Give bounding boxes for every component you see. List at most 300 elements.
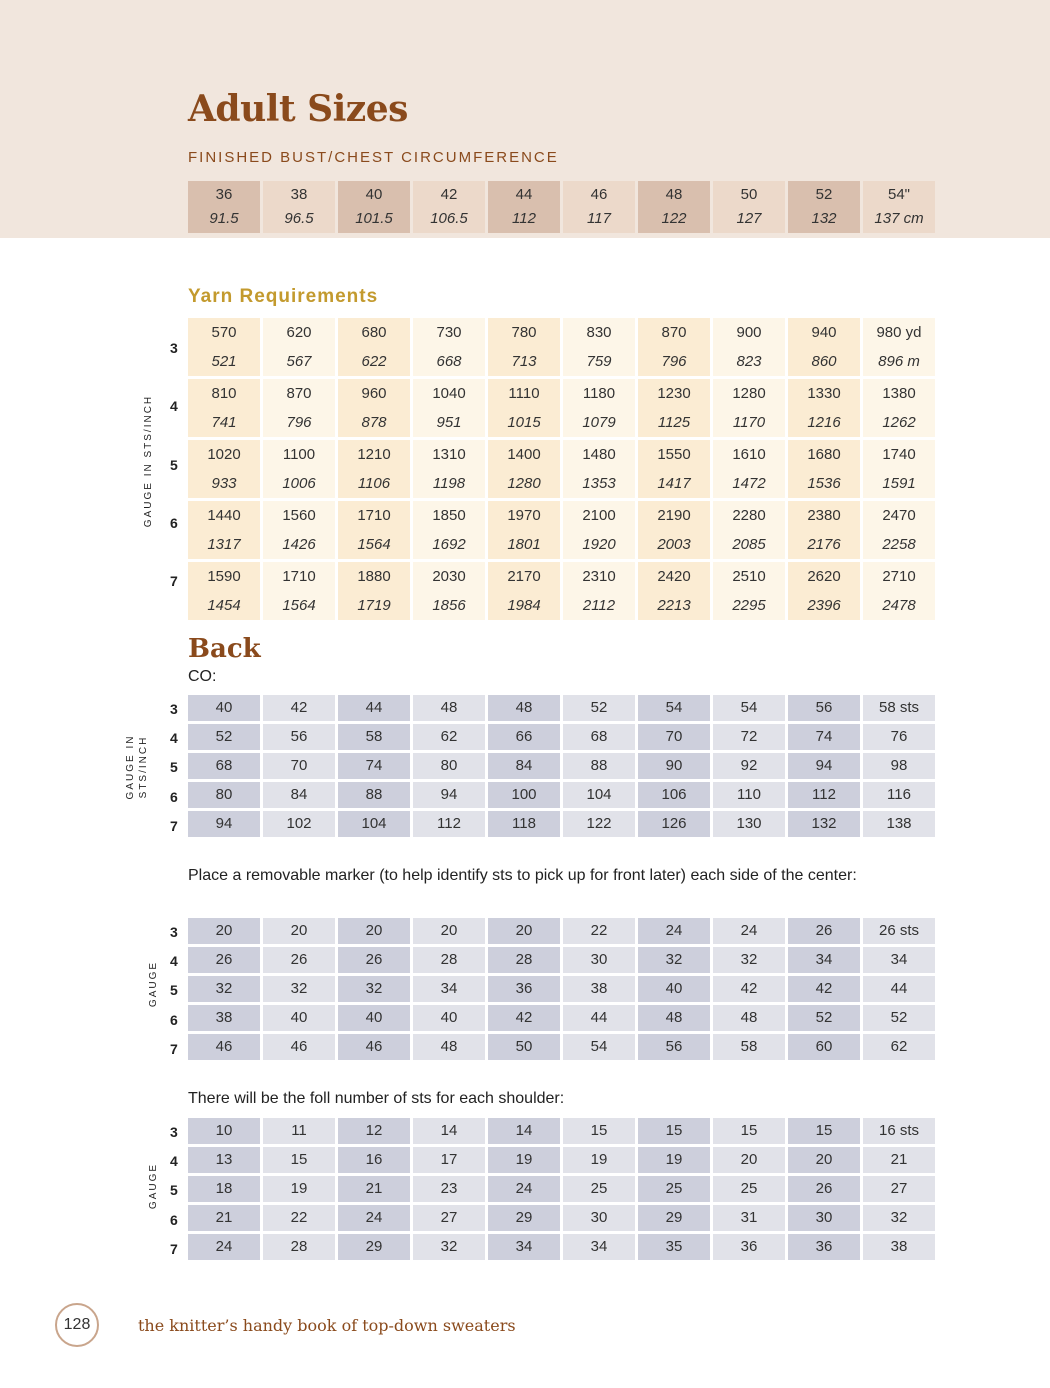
yarn-meters: 933 [211,475,237,492]
marker-cell: 26 [188,947,260,973]
yarn-meters: 796 [286,414,312,431]
marker-row [188,947,935,973]
shoulder-cell: 29 [638,1205,710,1231]
shoulder-cell: 27 [863,1176,935,1202]
yarn-yards: 2510 [732,568,766,585]
marker-cell: 38 [563,976,635,1002]
shoulder-cell: 21 [338,1176,410,1202]
marker-cell: 24 [638,918,710,944]
yarn-yards: 870 [286,385,312,402]
marker-row [188,1034,935,1060]
gauge-row-label: 7 [170,1240,178,1257]
size-cm: 137 cm [874,210,924,227]
size-cm: 122 [661,210,687,227]
co-cell: 52 [563,695,635,721]
yarn-cell [188,318,260,376]
co-cell: 92 [713,753,785,779]
marker-cell: 48 [638,1005,710,1031]
yarn-cell [788,379,860,437]
yarn-meters: 1262 [882,414,916,431]
yarn-cell [413,318,485,376]
marker-cell: 42 [488,1005,560,1031]
yarn-yards: 1380 [882,385,916,402]
co-row [188,753,935,779]
marker-cell: 20 [488,918,560,944]
co-cell: 54 [638,695,710,721]
yarn-yards: 1610 [732,446,766,463]
marker-cell: 54 [563,1034,635,1060]
size-inches: 42 [440,186,458,203]
yarn-meters: 741 [211,414,237,431]
co-axis-line1: GAUGE IN [125,734,136,800]
shoulder-cell: 15 [263,1147,335,1173]
gauge-row-label: 3 [170,701,178,717]
co-cell: 56 [263,724,335,750]
yarn-yards: 620 [286,324,312,341]
size-inches: 44 [515,186,533,203]
yarn-meters: 796 [661,353,687,370]
co-axis-label [124,722,150,812]
shoulder-cell: 24 [338,1205,410,1231]
shoulder-cell: 14 [413,1118,485,1144]
yarn-yards: 2710 [882,568,916,585]
yarn-yards: 1480 [582,446,616,463]
size-inches: 40 [365,186,383,203]
shoulder-cell: 31 [713,1205,785,1231]
shoulder-axis-label: GAUGE [148,1162,159,1210]
yarn-cell [638,501,710,559]
co-cell: 118 [488,811,560,837]
size-inches: 36 [215,186,233,203]
gauge-row-label: 5 [170,982,178,999]
co-cell: 74 [338,753,410,779]
gauge-row-label: 3 [170,340,178,356]
yarn-cell [638,379,710,437]
co-cell: 106 [638,782,710,808]
yarn-yards: 2470 [882,507,916,524]
shoulder-note: There will be the foll number of sts for each shoulder: [188,1090,565,1107]
yarn-yards: 1550 [657,446,691,463]
yarn-row [188,440,935,498]
yarn-meters: 1106 [357,475,391,492]
shoulder-cell: 15 [788,1118,860,1144]
size-inches: 38 [290,186,308,203]
shoulder-cell: 30 [563,1205,635,1231]
yarn-cell [488,440,560,498]
marker-cell: 28 [413,947,485,973]
marker-cell: 42 [788,976,860,1002]
gauge-row-label: 5 [170,1182,178,1199]
shoulder-cell: 25 [713,1176,785,1202]
size-cell [563,181,635,233]
co-cell: 70 [263,753,335,779]
yarn-yards: 730 [436,324,462,341]
gauge-row-label: 4 [170,398,178,415]
yarn-meters: 1856 [432,597,466,614]
yarn-meters: 1353 [582,475,616,492]
shoulder-cell: 29 [488,1205,560,1231]
yarn-cell [863,440,935,498]
co-cell: 94 [788,753,860,779]
shoulder-cell: 19 [263,1176,335,1202]
shoulder-cell: 13 [188,1147,260,1173]
yarn-requirements-title: Yarn Requirements [188,286,379,307]
back-title: Back [188,634,261,664]
yarn-meters: 2112 [582,597,616,614]
co-table [185,692,938,840]
marker-cell: 36 [488,976,560,1002]
co-cell: 68 [188,753,260,779]
yarn-yards: 810 [211,385,237,402]
yarn-meters: 823 [736,353,762,370]
marker-cell: 44 [863,976,935,1002]
yarn-yards: 680 [361,324,387,341]
gauge-row-label: 6 [170,788,178,805]
shoulder-row [188,1234,935,1260]
yarn-yards: 1590 [207,568,241,585]
yarn-yards: 1850 [432,507,466,524]
marker-cell: 26 sts [863,918,935,944]
co-cell: 126 [638,811,710,837]
yarn-yards: 2190 [657,507,691,524]
yarn-axis-label: GAUGE IN STS/INCH [143,394,154,528]
page-number: 128 [55,1303,99,1347]
yarn-cell [488,318,560,376]
marker-cell: 46 [338,1034,410,1060]
size-inches: 46 [590,186,608,203]
marker-cell: 32 [638,947,710,973]
yarn-cell [188,562,260,620]
yarn-cell [563,379,635,437]
yarn-meters: 1692 [432,536,466,553]
marker-cell: 20 [188,918,260,944]
yarn-meters: 1198 [432,475,466,492]
co-row [188,724,935,750]
yarn-row [188,379,935,437]
shoulder-table [185,1115,938,1263]
shoulder-cell: 32 [863,1205,935,1231]
co-row [188,782,935,808]
shoulder-cell: 34 [488,1234,560,1260]
yarn-meters: 2258 [882,536,916,553]
size-inches: 50 [740,186,758,203]
yarn-yards: 2280 [732,507,766,524]
marker-cell: 42 [713,976,785,1002]
yarn-meters: 1417 [657,475,691,492]
co-cell: 112 [788,782,860,808]
co-cell: 88 [338,782,410,808]
yarn-yards: 830 [586,324,612,341]
co-cell: 44 [338,695,410,721]
yarn-meters: 1125 [657,414,691,431]
co-cell: 66 [488,724,560,750]
marker-cell: 20 [413,918,485,944]
yarn-yards: 1740 [882,446,916,463]
shoulder-cell: 24 [188,1234,260,1260]
yarn-yards: 870 [661,324,687,341]
marker-table [185,915,938,1063]
marker-cell: 20 [263,918,335,944]
shoulder-cell: 28 [263,1234,335,1260]
yarn-cell [188,501,260,559]
size-cell [188,181,260,233]
shoulder-cell: 15 [638,1118,710,1144]
marker-cell: 32 [263,976,335,1002]
shoulder-cell: 24 [488,1176,560,1202]
shoulder-cell: 36 [713,1234,785,1260]
co-cell: 40 [188,695,260,721]
yarn-meters: 1984 [507,597,541,614]
yarn-cell [413,379,485,437]
shoulder-cell: 20 [788,1147,860,1173]
yarn-meters: 1920 [582,536,616,553]
co-cell: 80 [188,782,260,808]
gauge-row-label: 5 [170,759,178,776]
marker-note: Place a removable marker (to help identify sts to pick up for front later) each side of the center: [188,867,857,884]
size-cm: 127 [736,210,762,227]
yarn-yards: 1180 [582,385,616,402]
size-cell [488,181,560,233]
shoulder-cell: 25 [563,1176,635,1202]
yarn-yards: 1040 [432,385,466,402]
co-cell: 112 [413,811,485,837]
yarn-yards: 980 yd [876,324,922,341]
yarn-yards: 1710 [357,507,391,524]
shoulder-cell: 19 [563,1147,635,1173]
yarn-cell [638,562,710,620]
co-cell: 138 [863,811,935,837]
co-cell: 72 [713,724,785,750]
yarn-yards: 1110 [508,385,540,402]
size-cm: 117 [587,210,611,227]
shoulder-cell: 25 [638,1176,710,1202]
shoulder-cell: 30 [788,1205,860,1231]
marker-cell: 46 [263,1034,335,1060]
shoulder-cell: 11 [263,1118,335,1144]
yarn-meters: 860 [811,353,837,370]
yarn-meters: 1317 [207,536,241,553]
marker-cell: 32 [188,976,260,1002]
yarn-cell [563,440,635,498]
yarn-yards: 900 [736,324,762,341]
yarn-cell [338,440,410,498]
yarn-cell [638,318,710,376]
yarn-yards: 570 [211,324,237,341]
yarn-meters: 759 [586,353,612,370]
yarn-meters: 2295 [732,597,766,614]
yarn-meters: 1426 [282,536,316,553]
sizes-table [185,178,938,236]
marker-cell: 46 [188,1034,260,1060]
marker-cell: 24 [713,918,785,944]
yarn-cell [338,501,410,559]
yarn-cell [413,501,485,559]
yarn-meters: 1280 [507,475,541,492]
yarn-meters: 1015 [507,414,541,431]
yarn-cell [188,379,260,437]
marker-cell: 34 [863,947,935,973]
gauge-row-label: 4 [170,1153,178,1170]
yarn-yards: 1880 [357,568,391,585]
gauge-row-label: 6 [170,1011,178,1028]
shoulder-cell: 35 [638,1234,710,1260]
yarn-meters: 878 [361,414,387,431]
marker-cell: 28 [488,947,560,973]
yarn-requirements-table [185,315,938,623]
marker-cell: 26 [788,918,860,944]
yarn-cell [713,318,785,376]
size-cell [638,181,710,233]
yarn-meters: 1170 [732,414,766,431]
marker-row [188,976,935,1002]
yarn-cell [563,501,635,559]
co-row [188,695,935,721]
yarn-yards: 1280 [732,385,766,402]
yarn-meters: 622 [361,353,387,370]
shoulder-cell: 21 [188,1205,260,1231]
co-cell: 48 [413,695,485,721]
co-axis-line2: STS/INCH [138,735,149,799]
yarn-yards: 2420 [657,568,691,585]
size-cell [338,181,410,233]
yarn-meters: 1079 [582,414,616,431]
yarn-meters: 1564 [357,536,391,553]
yarn-meters: 2396 [807,597,841,614]
co-cell: 68 [563,724,635,750]
yarn-cell [413,440,485,498]
shoulder-cell: 19 [638,1147,710,1173]
co-label: CO: [188,668,217,685]
yarn-meters: 1006 [282,475,316,492]
yarn-meters: 1591 [882,475,916,492]
gauge-row-label: 3 [170,1124,178,1140]
yarn-cell [713,501,785,559]
co-cell: 110 [713,782,785,808]
size-cm: 106.5 [430,210,468,227]
shoulder-cell: 14 [488,1118,560,1144]
yarn-meters: 521 [211,353,237,370]
marker-cell: 48 [713,1005,785,1031]
yarn-meters: 567 [286,353,312,370]
shoulder-cell: 38 [863,1234,935,1260]
size-cm: 101.5 [355,210,393,227]
yarn-yards: 1310 [432,446,466,463]
yarn-cell [338,562,410,620]
co-cell: 56 [788,695,860,721]
marker-cell: 34 [788,947,860,973]
shoulder-cell: 18 [188,1176,260,1202]
yarn-meters: 2003 [657,536,691,553]
gauge-row-label: 7 [170,1040,178,1057]
marker-cell: 56 [638,1034,710,1060]
yarn-yards: 1020 [207,446,241,463]
shoulder-cell: 23 [413,1176,485,1202]
yarn-cell [713,379,785,437]
yarn-cell [188,440,260,498]
yarn-cell [263,440,335,498]
shoulder-cell: 36 [788,1234,860,1260]
size-inches: 48 [665,186,683,203]
size-cell [413,181,485,233]
yarn-meters: 2085 [732,536,766,553]
yarn-yards: 960 [361,385,387,402]
co-cell: 104 [338,811,410,837]
yarn-meters: 1454 [207,597,241,614]
shoulder-cell: 29 [338,1234,410,1260]
yarn-yards: 1400 [507,446,541,463]
yarn-cell [788,562,860,620]
yarn-cell [488,379,560,437]
yarn-cell [863,318,935,376]
co-cell: 52 [188,724,260,750]
yarn-yards: 2310 [582,568,616,585]
yarn-cell [638,440,710,498]
marker-cell: 40 [263,1005,335,1031]
yarn-yards: 1560 [282,507,316,524]
yarn-yards: 2620 [807,568,841,585]
yarn-cell [488,501,560,559]
marker-cell: 60 [788,1034,860,1060]
yarn-meters: 1216 [807,414,841,431]
yarn-yards: 2380 [807,507,841,524]
marker-cell: 34 [413,976,485,1002]
shoulder-cell: 32 [413,1234,485,1260]
gauge-row-label: 7 [170,817,178,834]
co-cell: 58 sts [863,695,935,721]
co-cell: 98 [863,753,935,779]
yarn-meters: 951 [436,414,462,431]
sizes-row [188,181,935,233]
marker-cell: 26 [338,947,410,973]
shoulder-cell: 10 [188,1118,260,1144]
marker-cell: 62 [863,1034,935,1060]
size-cell [863,181,935,233]
shoulder-cell: 22 [263,1205,335,1231]
shoulder-cell: 26 [788,1176,860,1202]
co-cell: 94 [413,782,485,808]
yarn-meters: 1719 [357,597,391,614]
yarn-cell [563,562,635,620]
marker-cell: 50 [488,1034,560,1060]
yarn-meters: 2478 [882,597,916,614]
yarn-cell [788,501,860,559]
yarn-yards: 2030 [432,568,466,585]
co-cell: 102 [263,811,335,837]
yarn-meters: 668 [436,353,462,370]
yarn-yards: 1100 [282,446,316,463]
shoulder-cell: 16 [338,1147,410,1173]
shoulder-cell: 20 [713,1147,785,1173]
size-cm: 112 [512,210,536,227]
marker-cell: 32 [713,947,785,973]
co-cell: 122 [563,811,635,837]
marker-cell: 40 [638,976,710,1002]
shoulder-row [188,1118,935,1144]
marker-cell: 52 [863,1005,935,1031]
size-cell [788,181,860,233]
marker-cell: 22 [563,918,635,944]
co-cell: 48 [488,695,560,721]
gauge-row-label: 6 [170,514,178,531]
gauge-row-label: 6 [170,1211,178,1228]
co-cell: 74 [788,724,860,750]
marker-cell: 20 [338,918,410,944]
page-subtitle: FINISHED BUST/CHEST CIRCUMFERENCE [188,149,559,166]
yarn-cell [488,562,560,620]
yarn-row [188,318,935,376]
yarn-meters: 896 m [878,353,920,370]
marker-row [188,1005,935,1031]
